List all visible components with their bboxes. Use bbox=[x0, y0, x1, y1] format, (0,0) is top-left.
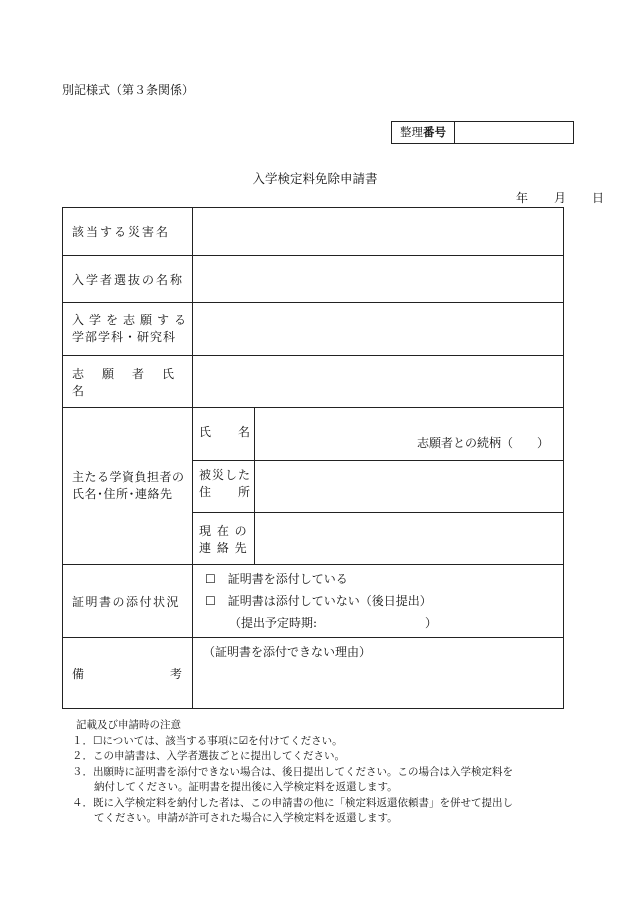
payer-contact-row bbox=[193, 512, 563, 564]
payer-details bbox=[193, 408, 563, 564]
row-disaster bbox=[63, 208, 563, 255]
applicant-name-field[interactable] bbox=[193, 356, 563, 407]
attach-option-not-attached[interactable]: ☐ 証明書は添付していない（後日提出） bbox=[205, 594, 432, 608]
instruction-item-continued: てください。申請が許可された場合に入学検定料を返還します。 bbox=[94, 812, 398, 824]
faculty-label-line2: 学部学科・研究科 bbox=[72, 330, 177, 344]
reference-number-box bbox=[391, 121, 574, 144]
faculty-label-line1: 入学を志願する bbox=[72, 313, 192, 327]
faculty-field[interactable] bbox=[193, 303, 563, 355]
attach-option-attached[interactable]: ☐ 証明書を添付している bbox=[205, 572, 348, 586]
date-line bbox=[476, 189, 604, 206]
application-form-table bbox=[62, 207, 564, 709]
date-year-label: 年 bbox=[516, 191, 529, 205]
payer-address-row bbox=[193, 460, 563, 512]
attachment-label bbox=[63, 565, 193, 637]
reference-number-field[interactable] bbox=[455, 122, 573, 143]
selection-name-label bbox=[63, 256, 193, 302]
instructions bbox=[72, 718, 513, 827]
faculty-label bbox=[63, 303, 193, 355]
payer-address-field[interactable] bbox=[255, 461, 563, 512]
payer-contact-field[interactable] bbox=[255, 513, 563, 564]
row-selection bbox=[63, 255, 563, 302]
payer-address-label bbox=[193, 461, 255, 512]
remarks-reason-label: （証明書を添付できない理由） bbox=[203, 645, 372, 659]
row-remarks bbox=[63, 637, 563, 708]
remarks-label-a: 備 bbox=[72, 666, 85, 681]
instruction-item-continued: 納付してください。証明書を提出後に入学検定料を返還します。 bbox=[94, 781, 398, 793]
row-payer bbox=[63, 407, 563, 564]
instruction-item: ２．この申請書は、入学者選抜ごとに提出してください。 bbox=[72, 750, 345, 762]
selection-name-field[interactable] bbox=[193, 256, 563, 302]
remarks-field[interactable] bbox=[193, 638, 563, 708]
disaster-name-label bbox=[63, 208, 193, 255]
instruction-item: ３．出願時に証明書を添付できない場合は、後日提出してください。この場合は入学検定料を bbox=[72, 765, 513, 778]
payer-contact-line2: 連 絡 先 bbox=[199, 541, 248, 555]
instruction-item: ４．既に入学検定料を納付した者は、この申請書の他に「検定料返還依頼書」を併せて提出し bbox=[72, 796, 513, 809]
attachment-label-text: 証明書の添付状況 bbox=[72, 594, 181, 609]
row-faculty bbox=[63, 302, 563, 355]
payer-name-row bbox=[193, 408, 563, 460]
page-title: 入学検定料免除申請書 bbox=[252, 171, 378, 186]
remarks-label bbox=[63, 638, 193, 708]
disaster-name-text: 該当する災害名 bbox=[72, 225, 171, 239]
form-reference: 別記様式（第３条関係） bbox=[62, 83, 195, 97]
attach-submission-date[interactable]: （提出予定時期: ） bbox=[229, 616, 438, 630]
relation-label: 志願者との続柄（ ） bbox=[417, 436, 550, 450]
payer-contact-line1: 現 在 の bbox=[199, 524, 248, 538]
payer-label bbox=[63, 408, 193, 564]
row-applicant bbox=[63, 355, 563, 407]
disaster-name-field[interactable] bbox=[193, 208, 563, 255]
date-month-label: 月 bbox=[554, 191, 567, 205]
payer-address-line1: 被災した bbox=[199, 468, 252, 482]
payer-label-line2: 氏名･住所･連絡先 bbox=[72, 487, 173, 501]
row-attachment bbox=[63, 564, 563, 637]
remarks-label-b: 考 bbox=[169, 666, 182, 681]
reference-label-a: 整理 bbox=[400, 125, 423, 139]
selection-name-text: 入学者選抜の名称 bbox=[72, 272, 185, 287]
applicant-name-text: 志 願 者 氏 名 bbox=[72, 366, 193, 398]
attachment-options bbox=[193, 565, 563, 637]
payer-contact-label bbox=[193, 513, 255, 564]
payer-name-label-text: 氏 名 bbox=[199, 425, 252, 439]
payer-name-label bbox=[193, 408, 255, 460]
reference-label-b: 番号 bbox=[423, 125, 446, 139]
payer-address-line2: 住 所 bbox=[199, 485, 252, 499]
payer-label-line1: 主たる学資負担者の bbox=[72, 470, 185, 484]
reference-number-label bbox=[392, 122, 455, 143]
applicant-name-label bbox=[63, 356, 193, 407]
instruction-item: １．☐については、該当する事項に☑を付けてください。 bbox=[72, 734, 343, 747]
payer-name-field[interactable] bbox=[255, 408, 563, 460]
instructions-heading: 記載及び申請時の注意 bbox=[76, 719, 181, 731]
date-day-label: 日 bbox=[592, 191, 605, 205]
